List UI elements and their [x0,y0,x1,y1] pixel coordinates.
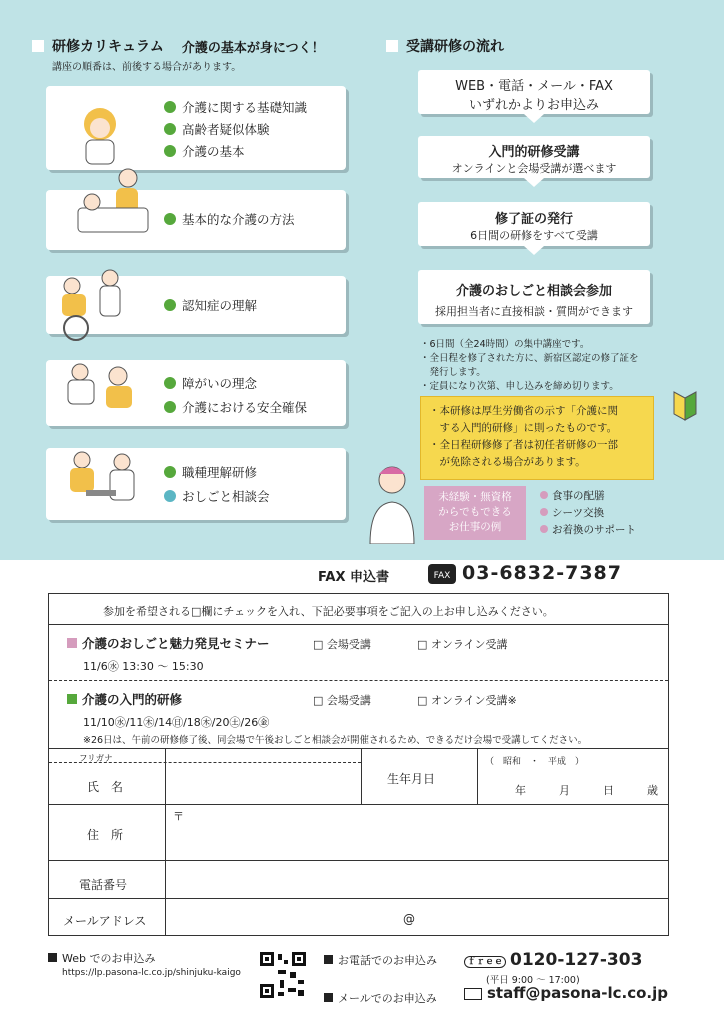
consultation-illustration [62,446,142,516]
job-example-text: 食事の配膳 [552,490,605,502]
pink-line: からでもできる [438,506,512,518]
curriculum-item-text: 介護の基本 [182,144,245,159]
job-example-list [540,488,636,539]
pink-dot-icon [540,491,548,499]
green-dot-icon [164,101,176,113]
flow-step-1-line2: いずれかよりお申込み [468,98,599,113]
mail-apply [324,990,437,1006]
form-divider [49,624,668,625]
seminar2-note: ※26日は、午前の研修修了後、同会場で午後おしごと相談会が開催されるため、できるだけ会場で受講してください。 [83,735,588,746]
phone-label: 電話番号 [79,878,128,892]
curriculum-item [164,374,257,392]
name-label: 氏 名 [87,780,124,794]
flow-step-2-line1: 入門的研修受講 [488,145,580,160]
pink-square-icon [67,638,77,648]
email-label: メールアドレス [63,914,147,928]
mail-address-text: staff@pasona-lc.co.jp [487,984,668,1002]
free-dial-number: 0120-127-303 [510,950,643,970]
square-icon [32,40,44,52]
beginner-mark-icon [670,388,700,424]
yellow-line: ・本研修は厚生労働省の示す「介護に関 [429,405,618,417]
postal-mark: 〒 [173,810,184,823]
name-input[interactable] [167,770,357,790]
square-icon [48,953,57,962]
job-example-box [424,486,526,540]
furigana-label: フリガナ [79,754,113,764]
man-illustration [364,460,420,544]
curriculum-item-text: 高齢者疑似体験 [182,122,270,137]
flow-step-2 [418,136,650,178]
teacher-illustration [72,104,142,166]
fax-icon [426,562,456,584]
mail-address[interactable] [464,984,668,1002]
web-url[interactable]: https://lp.pasona-lc.co.jp/shinjuku-kaigo [62,968,241,978]
fax-number: 03-6832-7387 [462,562,622,584]
flow-notes [420,338,660,394]
green-dot-icon [164,377,176,389]
flow-step-3 [418,202,650,246]
square-icon [324,955,333,964]
curriculum-title [32,36,325,56]
curriculum-item [164,463,257,481]
flow-step-4-line1: 介護のおしごと相談会参加 [455,284,612,299]
green-dot-icon [164,213,176,225]
flow-note: ・定員になり次第、申し込みを締め切ります。 [420,381,619,392]
phone-input[interactable] [173,870,653,894]
birth-label: 生年月日 [387,772,436,786]
curriculum-item-text: おしごと相談会 [182,489,270,504]
address-label: 住 所 [87,828,124,842]
pink-line: お仕事の例 [448,521,502,533]
care-bed-illustration [72,164,152,244]
phone-hours: (平日 9:00 〜 17:00) [486,975,580,986]
yellow-info-box [420,396,654,480]
curriculum-item [164,120,270,138]
curriculum-note: 講座の順番は、前後する場合があります。 [52,62,242,73]
curriculum-item [164,398,307,416]
job-example [540,505,636,522]
curriculum-item [164,210,295,228]
curriculum-item-text: 認知症の理解 [182,298,258,313]
address-input[interactable] [189,818,659,848]
form-vline [361,748,362,804]
flow-step-1-line1: WEB・電話・メール・FAX [455,79,613,94]
curriculum-item [164,98,307,116]
yellow-line: が免除される場合があります。 [429,456,586,468]
free-dial-icon: ｆｒｅｅ [464,956,506,968]
free-dial[interactable] [464,950,642,970]
arrow-down-icon [524,178,544,187]
phone-apply-label: お電話でのお申込み [338,954,437,967]
arrow-down-icon [524,114,544,123]
flow-note: ・6日間（全24時間）の集中講座です。 [420,339,590,350]
form-divider [49,762,361,763]
square-icon [324,993,333,1002]
flow-step-1 [418,70,650,114]
curriculum-item [164,296,257,314]
phone-apply [324,952,437,968]
green-dot-icon [164,299,176,311]
seminar2-online-checkbox[interactable]: □ オンライン受講※ [417,694,517,707]
fax-title: FAX 申込書 [318,570,389,585]
green-dot-icon [164,145,176,157]
green-square-icon [67,694,77,704]
teal-dot-icon [164,490,176,502]
web-apply [48,950,155,966]
seminar1-venue-checkbox[interactable]: □ 会場受講 [313,638,371,651]
form-divider [49,748,668,749]
curriculum-subtitle: 介護の基本が身につく！ [181,40,325,56]
mail-apply-label: メールでのお申込み [338,992,437,1005]
fax-form [48,593,669,936]
meal-care-illustration [62,358,142,420]
form-divider [49,860,668,861]
seminar1-title-text: 介護のおしごと魅力発見セミナー [82,636,270,651]
form-instruction: 参加を希望される□欄にチェックを入れ、下記必要事項をご記入の上お申し込みください。 [103,605,554,618]
seminar2-venue-checkbox[interactable]: □ 会場受講 [313,694,371,707]
green-dot-icon [164,123,176,135]
email-input[interactable] [173,906,653,930]
curriculum-title-text: 研修カリキュラム [52,39,164,55]
form-divider [49,898,668,899]
yellow-line: する入門的研修」に則ったものです。 [429,422,618,434]
job-example [540,522,636,539]
curriculum-item-text: 障がいの理念 [182,376,258,391]
qr-code-icon[interactable] [258,950,308,1000]
era-label: （ 昭和 ・ 平成 ） [485,757,585,767]
form-divider [49,680,668,681]
curriculum-item-text: 介護における安全確保 [182,400,308,415]
mail-icon [464,988,482,1000]
curriculum-item-text: 介護に関する基礎知識 [182,100,308,115]
curriculum-item-text: 職種理解研修 [182,465,258,480]
curriculum-item [164,487,270,505]
flow-step-2-line2: オンラインと会場受講が選べます [451,162,617,175]
pink-line: 未経験・無資格 [438,491,512,503]
web-label: Web でのお申込み [62,952,156,965]
form-vline [477,748,478,804]
fax-icon-label: FAX [433,571,451,581]
square-icon [386,40,398,52]
seminar2-dates: 11/10㊌/11㊍/14㊐/18㊍/20㊏/26㊎ [83,716,270,729]
flow-note: 発行します。 [420,367,486,378]
flow-note: ・全日程を修了された方に、新宿区認定の修了証を [420,353,639,364]
seminar1-title [67,634,270,652]
green-dot-icon [164,401,176,413]
birth-ymd-label: 年 月 日 歳 [515,784,658,797]
seminar1-online-checkbox[interactable]: □ オンライン受講 [417,638,508,651]
flow-step-4 [418,270,650,324]
pink-dot-icon [540,508,548,516]
yellow-line: ・全日程研修修了者は初任者研修の一部 [429,439,618,451]
wheelchair-illustration [54,264,134,344]
flow-title [386,36,504,56]
flow-step-3-line2: 6日間の研修をすべて受講 [470,229,598,242]
form-divider [49,804,668,805]
form-vline [165,748,166,936]
flow-title-text: 受講研修の流れ [406,39,504,55]
green-dot-icon [164,466,176,478]
job-example-text: シーツ交換 [552,507,605,519]
curriculum-item [164,142,245,160]
flow-step-3-line1: 修了証の発行 [494,212,573,227]
seminar1-date: 11/6㊌ 13:30 〜 15:30 [83,660,204,673]
arrow-down-icon [524,246,544,255]
flow-step-4-line2: 採用担当者に直接相談・質問ができます [435,305,633,318]
pink-dot-icon [540,525,548,533]
seminar2-title-text: 介護の入門的研修 [82,692,183,707]
curriculum-item-text: 基本的な介護の方法 [182,212,295,227]
email-at-mark: @ [403,912,415,926]
job-example-text: お着換のサポート [552,524,636,536]
seminar2-title [67,690,182,708]
job-example [540,488,636,505]
